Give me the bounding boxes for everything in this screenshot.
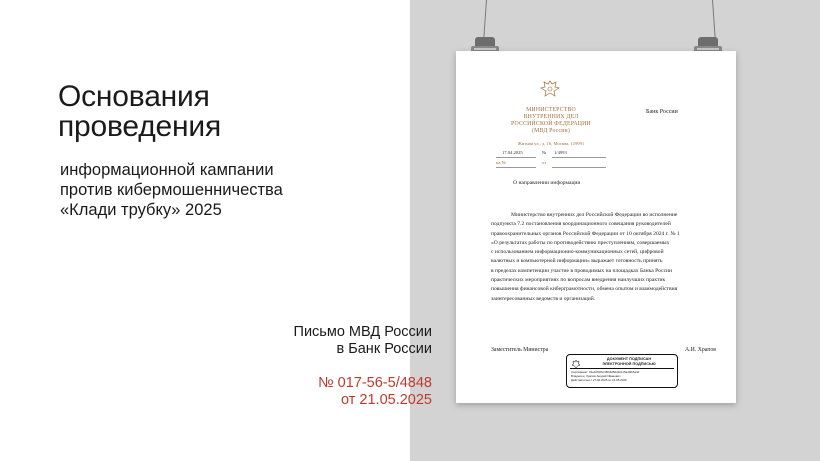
body-line: практических мероприятиях по вопросам внедрения наилучших практик	[491, 277, 666, 284]
ministry-header	[496, 107, 606, 135]
body-line: повышения финансовой киберграмотности, обмена опытом и взаимодействия	[491, 286, 678, 293]
signatory-role: Заместитель Министра	[491, 347, 549, 353]
slide-title	[58, 82, 221, 142]
body-line: заинтересованных ведомств и организаций.	[491, 295, 596, 302]
addressee: Банк России	[646, 109, 678, 115]
letter-body	[491, 211, 723, 304]
letter-line-2: в Банк России	[336, 341, 432, 357]
letter-line-1: Письмо МВД России	[293, 324, 432, 340]
stamp-valid: Действителен с 27.02.2025 по 21.05.2026	[571, 378, 627, 383]
body-line: с использованием информационно-коммуникационных сетей, цифровой	[491, 249, 664, 256]
stamp-title-1: ДОКУМЕНТ ПОДПИСАН	[606, 357, 652, 361]
signatory-name: А.И. Храпов	[685, 347, 717, 353]
body-line: валютных и компьютерной информации» выражает готовность принять	[491, 258, 663, 265]
reference-na-label: на №	[496, 160, 507, 165]
eagle-emblem-icon	[539, 79, 561, 99]
letter-subject: О направлении информации	[513, 180, 581, 186]
stamp-details	[571, 370, 639, 383]
registration-date: 17.04.2025	[502, 150, 523, 155]
body-line: правоохранительных органов Российской Федерации от 10 октября 2024 г. № 1	[491, 230, 680, 237]
ministry-address: Житная ул., д. 16, Москва, 119991	[517, 141, 585, 146]
ministry-line-4: (МВД России)	[532, 128, 570, 134]
stamp-title	[585, 357, 673, 366]
body-line: в пределах компетенции участие в проводимых на площадках Банка России	[491, 267, 673, 274]
ministry-line-2: ВНУТРЕННИХ ДЕЛ	[523, 114, 579, 120]
slide-subtitle	[60, 160, 283, 220]
body-line: подпункта 7.2 постановления координационного совещания руководителей	[491, 221, 671, 228]
letter-reference	[172, 324, 432, 409]
subtitle-line-1: информационной кампании	[60, 161, 274, 179]
ministry-line-1: МИНИСТЕРСТВО	[526, 107, 576, 113]
letter-date: от 21.05.2025	[341, 392, 432, 408]
electronic-signature-stamp	[566, 354, 678, 388]
letter-document	[456, 51, 736, 403]
subtitle-line-2: против кибермошенничества	[60, 181, 283, 199]
stamp-owner: Владелец: Храпов Андрей Иванович	[571, 374, 621, 379]
stamp-title-2: ЭЛЕКТРОННОЙ ПОДПИСЬЮ	[602, 361, 656, 366]
registration-no-label: №	[542, 150, 547, 155]
stamp-cert: Сертификат: 01eb2f32bc4f0b625dd1b1c5a4bfb6a4d	[571, 370, 640, 374]
ministry-line-3: РОССИЙСКОЙ ФЕДЕРАЦИИ	[511, 121, 591, 127]
registration-number: 1/4993	[554, 150, 567, 155]
title-line-2: проведения	[58, 110, 222, 143]
reference-ot-label: от	[542, 160, 547, 165]
registration-block	[496, 150, 606, 170]
subtitle-line-3: «Клади трубку» 2025	[60, 201, 222, 219]
body-line: «О результатах работы по противодействию преступлениям, совершаемых	[491, 239, 670, 246]
letter-number: № 017-56-5/4848	[318, 375, 432, 391]
body-line: Министерство внутренних дел Российской Федерации во исполнение	[511, 212, 678, 218]
title-line-1: Основания	[58, 80, 210, 113]
